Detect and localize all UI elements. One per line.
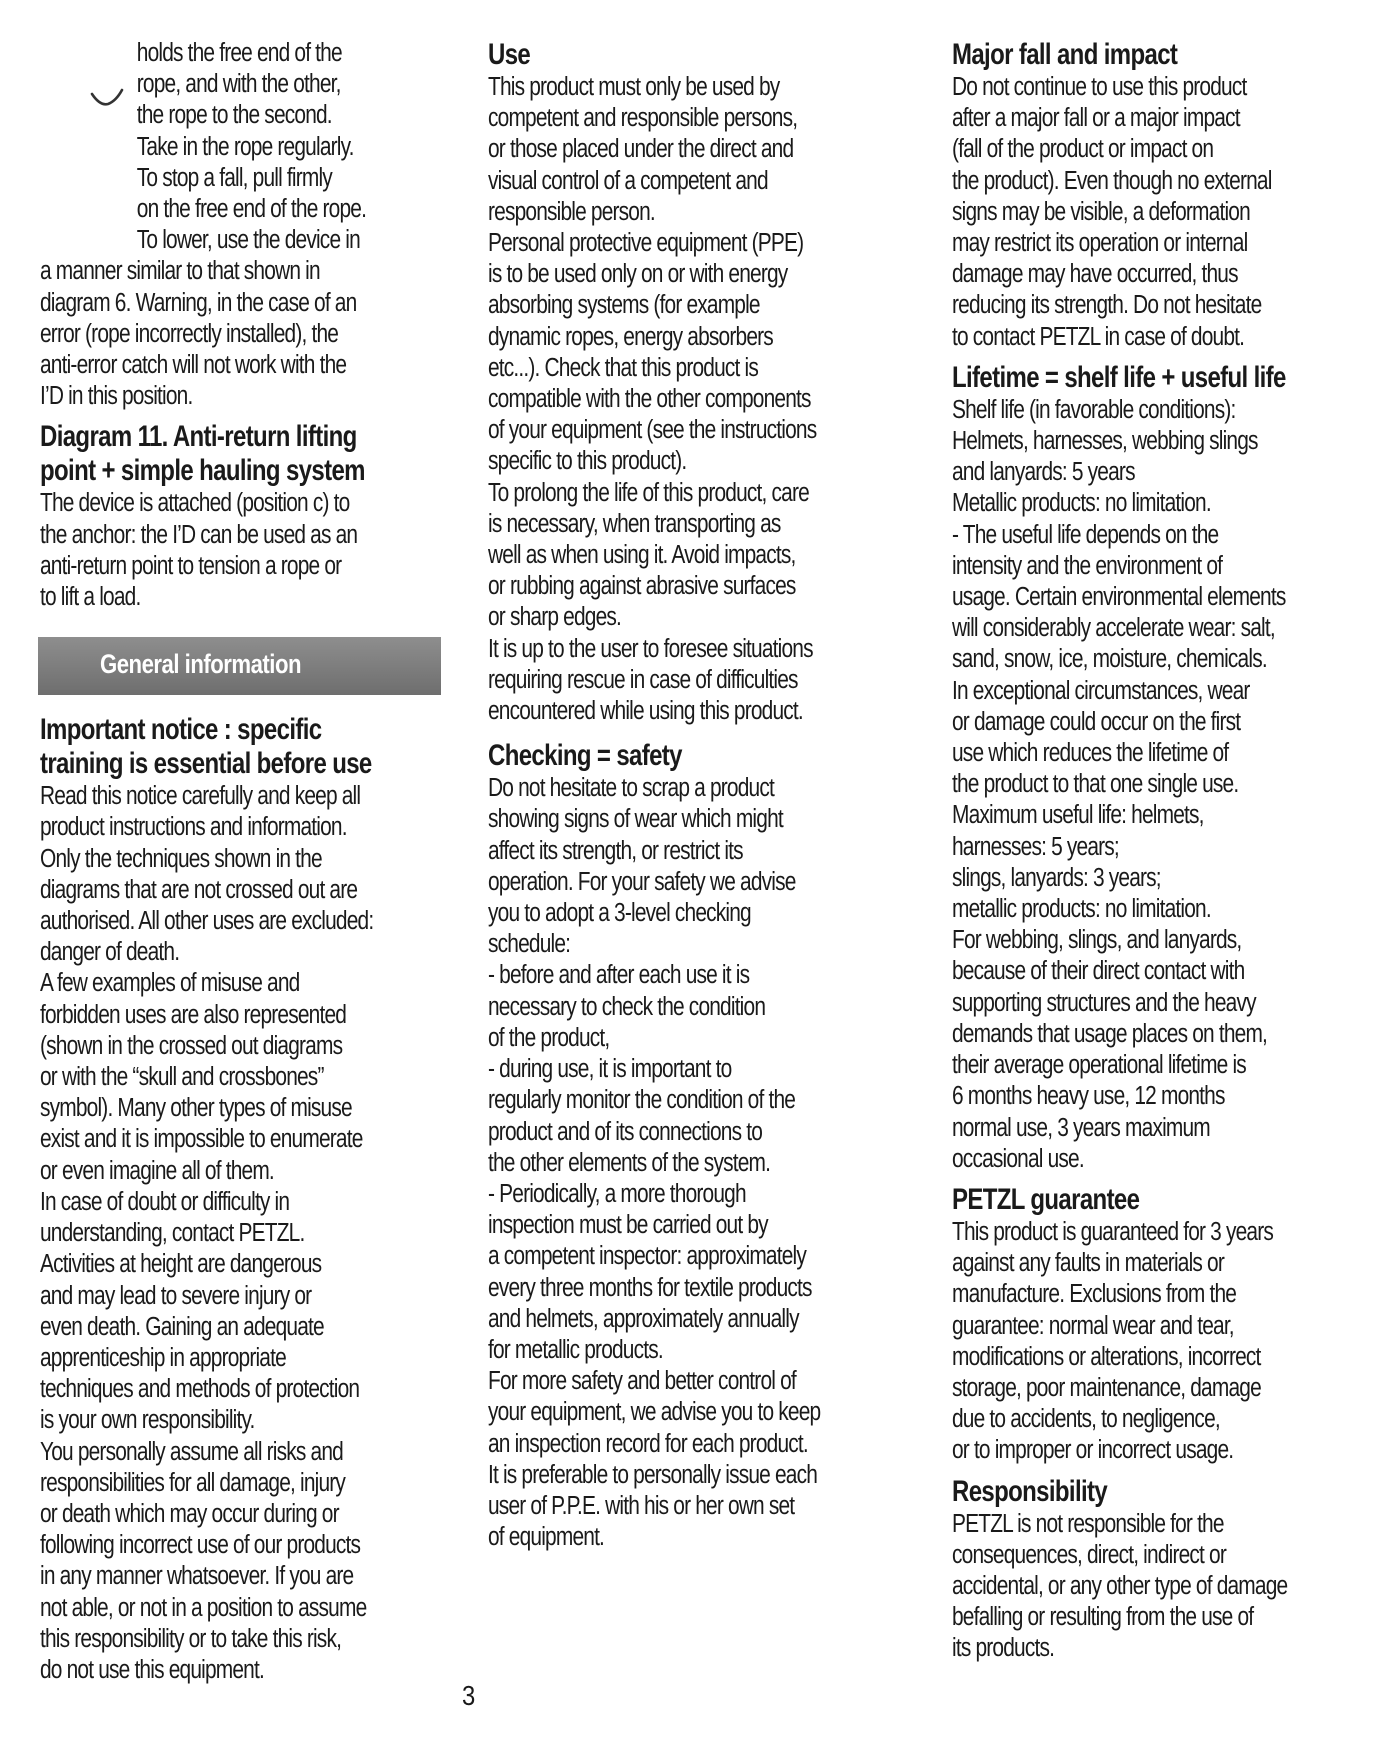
section-banner-label: General information xyxy=(100,649,302,680)
checking-heading: Checking = safety xyxy=(488,739,682,773)
responsibility-body: PETZL is not responsible for the consequences, direct, indirect or accidental, or any other type of damage befalling or resulting from the use of its products. xyxy=(952,1509,1288,1663)
major-fall-body: Do not continue to use this product after a major fall or a major impact (fall of the product or impact on the product). Even though no external signs may be visible, a deformation may restrict its operation or internal damage may have occurred, thus reducing its strength. Do not hesitate to contact PETZL in case of doubt. xyxy=(952,73,1272,351)
diagram-11-body: The device is attached (position c) to the anchor: the I’D can be used as an anti-return point to tension a rope or to lift a load. xyxy=(40,489,358,612)
page-number: 3 xyxy=(462,1680,476,1711)
important-notice-heading: Important notice : specific training is essential before use xyxy=(40,713,372,781)
use-heading: Use xyxy=(488,38,531,71)
important-notice-body: Read this notice carefully and keep all product instructions and information. Only the techniques shown in the diagrams that are not crossed out are authorised. All other uses are excluded: danger of death. A few examples of misuse and forbidden uses are also represented (shown in the crossed out diagrams or with the “skull and crossbones” symbol). Many other types of misuse exist and it is impossible to enumerate or even imagine all of them. In case of doubt or difficulty in understanding, contact PETZL. Activities at height are dangerous and may lead to severe injury or even death. Gaining an adequate apprenticeship in appropriate techniques and methods of protection is your own responsibility. You personally assume all risks and responsibilities for all damage, injury or death which may occur during or following incorrect use of our products in any manner whatsoever. If you are not able, or not in a position to assume this responsibility or to take this risk, do not use this equipment. xyxy=(40,782,374,1684)
major-fall-heading: Major fall and impact xyxy=(952,38,1178,71)
guarantee-body: This product is guaranteed for 3 years against any faults in materials or manufacture. Exclusions from the guarantee: normal wear and tear, modifications or alterations, incorrect storage, poor maintenance, damage due to accidents, to negligence, or to improper or incorrect usage. xyxy=(952,1217,1274,1465)
guarantee-heading: PETZL guarantee xyxy=(952,1182,1140,1216)
responsibility-heading: Responsibility xyxy=(952,1474,1108,1508)
checking-body: Do not hesitate to scrap a product showing signs of wear which might affect its strength, or restrict its operation. For your safety we advise you to adopt a 3-level checking schedule: - before and after each use it is necessary to check the condition of the product, - during use, it is important to regularly monitor the condition of the product and of its connections to the other elements of the system. - Periodically, a more thorough inspection must be carried out by a competent inspector: approximately every three months for textile products and helmets, approximately annually for metallic products. For more safety and better control of your equipment, we advise you to keep an inspection record for each product. It is preferable to personally issue each user of P.P.E. with his or her own set of equipment. xyxy=(488,774,821,1552)
column-left xyxy=(40,38,460,1686)
intro-text: a manner similar to that shown in diagram 6. Warning, in the case of an error (rope incorrectly installed), the anti-error catch will not work with the I’D in this position. xyxy=(40,257,357,411)
intro-indented-text: holds the free end of the rope, and with the other, the rope to the second. Take in the rope regularly. To stop a fall, pull firmly on the free end of the rope. To lower, use the device in xyxy=(136,39,367,255)
column-middle xyxy=(488,38,908,1553)
use-body: This product must only be used by competent and responsible persons, or those placed under the direct and visual control of a competent and responsible person. Personal protective equipment (PPE) is to be used only on or with energy absorbing systems (for example dynamic ropes, energy absorbers etc...). Check that this product is compatible with the other components of your equipment (see the instructions specific to this product). To prolong the life of this product, care is necessary, when transporting as well as when using it. Avoid impacts, or rubbing against abrasive surfaces or sharp edges. It is up to the user to foresee situations requiring rescue in case of difficulties encountered while using this product. xyxy=(488,73,817,726)
diagram-11-heading: Diagram 11. Anti-return lifting point + simple hauling system xyxy=(40,420,365,488)
column-right xyxy=(952,38,1362,1665)
lifetime-body: Shelf life (in favorable conditions): Helmets, harnesses, webbing slings and lanyards: 5 years Metallic products: no limitation. - The useful life depends on the intensity and the environment of usage. Certain environmental elements will considerably accelerate wear: salt, sand, snow, ice, moisture, chemicals. In exceptional circumstances, wear or damage could occur on the first use which reduces the lifetime of the product to that one single use. Maximum useful life: helmets, harnesses: 5 years; slings, lanyards: 3 years; metallic products: no limitation. For webbing, slings, and lanyards, because of their direct contact with supporting structures and the heavy demands that usage places on them, their average operational lifetime is 6 months heavy use, 12 months normal use, 3 years maximum occasional use. xyxy=(952,395,1286,1173)
section-banner xyxy=(38,637,441,695)
lifetime-heading: Lifetime = shelf life + useful life xyxy=(952,360,1286,394)
